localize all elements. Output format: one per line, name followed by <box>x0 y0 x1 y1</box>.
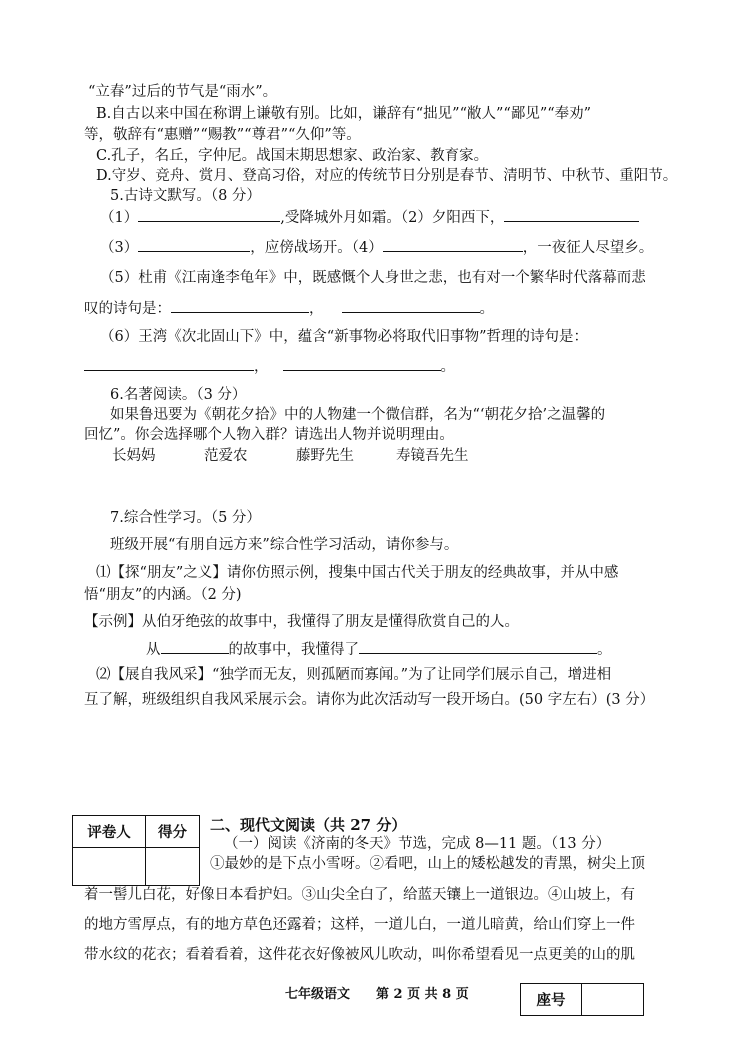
option-fan-ainong[interactable]: 范爱农 <box>204 448 248 464</box>
page-footer: 七年级语文 第 2 页 共 8 页 <box>285 987 469 1002</box>
answer-blank[interactable] <box>138 236 250 252</box>
grader-cell[interactable] <box>73 848 146 886</box>
q7-1-text-a: ⑴【探“朋友”之义】请你仿照示例，搜集中国古代关于朋友的经典故事，并从中感 <box>96 565 619 581</box>
q5-line-1 <box>100 206 639 228</box>
score-label: 得分 <box>146 816 200 848</box>
q5-text-3: ，应傍战场开。（4） <box>250 240 383 256</box>
q5-line-6b <box>84 355 455 377</box>
seat-label: 座号 <box>521 984 582 1016</box>
q5-line-5b <box>84 297 494 319</box>
answer-blank[interactable] <box>84 355 254 371</box>
q7-example: 【示例】从伯牙绝弦的故事中，我懂得了朋友是懂得欣赏自己的人。 <box>84 614 519 630</box>
q7-intro: 班级开展“有朋自远方来”综合性学习活动，请你参与。 <box>110 537 459 553</box>
grader-label: 评卷人 <box>73 816 146 848</box>
period: 。 <box>440 359 455 375</box>
answer-blank[interactable] <box>342 297 480 313</box>
option-a-cont: “立春”过后的节气是“雨水”。 <box>88 84 278 100</box>
answer-blank[interactable] <box>171 297 309 313</box>
q7-answer-line <box>146 638 612 660</box>
answer-blank[interactable] <box>504 206 639 222</box>
q6-text-b: 回忆”。你会选择哪个人物入群？请选出人物并说明理由。 <box>84 427 454 443</box>
answer-blank[interactable] <box>383 236 523 252</box>
score-table <box>72 815 200 886</box>
q5-line-6a: （6）王湾《次北固山下》中，蕴含“新事物必将取代旧事物”哲理的诗句是： <box>100 329 589 345</box>
q6-options <box>112 446 469 466</box>
option-c: C.孔子，名丘，字仲尼。战国末期思想家、政治家、教育家。 <box>96 148 489 164</box>
seat-table <box>520 983 644 1016</box>
section-2-title: 二、现代文阅读（共 27 分） <box>210 816 407 834</box>
period: 。 <box>479 301 494 317</box>
passage-line-3: 的地方雪厚点，有的地方草色还露着；这样，一道儿白，一道儿暗黄，给山们穿上一件 <box>84 917 635 933</box>
passage-line-2: 着一髻儿白花，好像日本看护妇。③山尖全白了，给蓝天镶上一道银边。④山坡上，有 <box>84 887 635 903</box>
q7-2-text-b: 互了解，班级组织自我风采展示会。请你为此次活动写一段开场白。(50 字左右）(3 分） <box>84 692 655 708</box>
answer-blank[interactable] <box>138 206 280 222</box>
section-2-sub: （一）阅读《济南的冬天》节选，完成 8—11 题。（13 分） <box>224 836 611 852</box>
option-d: D.守岁、竞舟、赏月、登高习俗，对应的传统节日分别是春节、清明节、中秋节、重阳节。 <box>96 168 678 184</box>
q5-label-1: （1） <box>100 210 139 226</box>
q7-2-text-a: ⑵【展自我风采】“独学而无友，则孤陋而寡闻。”为了让同学们展示自己，增进相 <box>96 667 612 683</box>
answer-blank[interactable] <box>161 638 229 654</box>
q7-1-text-b: 悟“朋友”的内涵。（2 分) <box>84 587 242 603</box>
option-b: B.自古以来中国在称谓上谦敬有别。比如，谦辞有“拙见”“敝人”“鄙见”“奉劝” <box>96 106 592 122</box>
q5-text-5: 叹的诗句是： <box>84 301 171 317</box>
q5-line-5a: （5）杜甫《江南逢李龟年》中，既感慨个人身世之悲，也有对一个繁华时代落幕而悲 <box>100 270 646 286</box>
comma: ， <box>254 359 269 375</box>
q5-line-3 <box>100 236 653 258</box>
q6-text-a: 如果鲁迅要为《朝花夕拾》中的人物建一个微信群，名为“‘朝花夕拾’之温馨的 <box>110 407 606 423</box>
question-5-title: 5.古诗文默写。（8 分） <box>110 188 261 204</box>
answer-blank[interactable] <box>359 638 597 654</box>
passage-line-4: 带水纹的花衣；看着看着，这件花衣好像被风儿吹动，叫你希望看见一点更美的山的肌 <box>84 947 635 963</box>
score-cell[interactable] <box>146 848 200 886</box>
question-7-title: 7.综合性学习。（5 分） <box>110 510 261 526</box>
option-chang-mama[interactable]: 长妈妈 <box>112 448 156 464</box>
period: 。 <box>597 642 612 658</box>
q5-label-3: （3） <box>100 240 139 256</box>
comma: ， <box>309 301 324 317</box>
q5-text-1: ,受降城外月如霜。（2）夕阳西下， <box>280 210 505 226</box>
q7-from: 从 <box>146 642 161 658</box>
option-shou-jingwu[interactable]: 寿镜吾先生 <box>396 448 469 464</box>
seat-cell[interactable] <box>582 984 644 1016</box>
answer-blank[interactable] <box>283 355 441 371</box>
q7-middle: 的故事中，我懂得了 <box>228 642 359 658</box>
passage-line-1: ①最妙的是下点小雪呀。②看吧，山上的矮松越发的青黑，树尖上顶 <box>210 856 645 872</box>
option-tengye[interactable]: 藤野先生 <box>296 448 354 464</box>
option-b-cont: 等，敬辞有“惠赠”“赐教”“尊君”“久仰”等。 <box>84 127 361 143</box>
question-6-title: 6.名著阅读。（3 分） <box>110 387 247 403</box>
q5-text-4: ，一夜征人尽望乡。 <box>522 240 654 256</box>
